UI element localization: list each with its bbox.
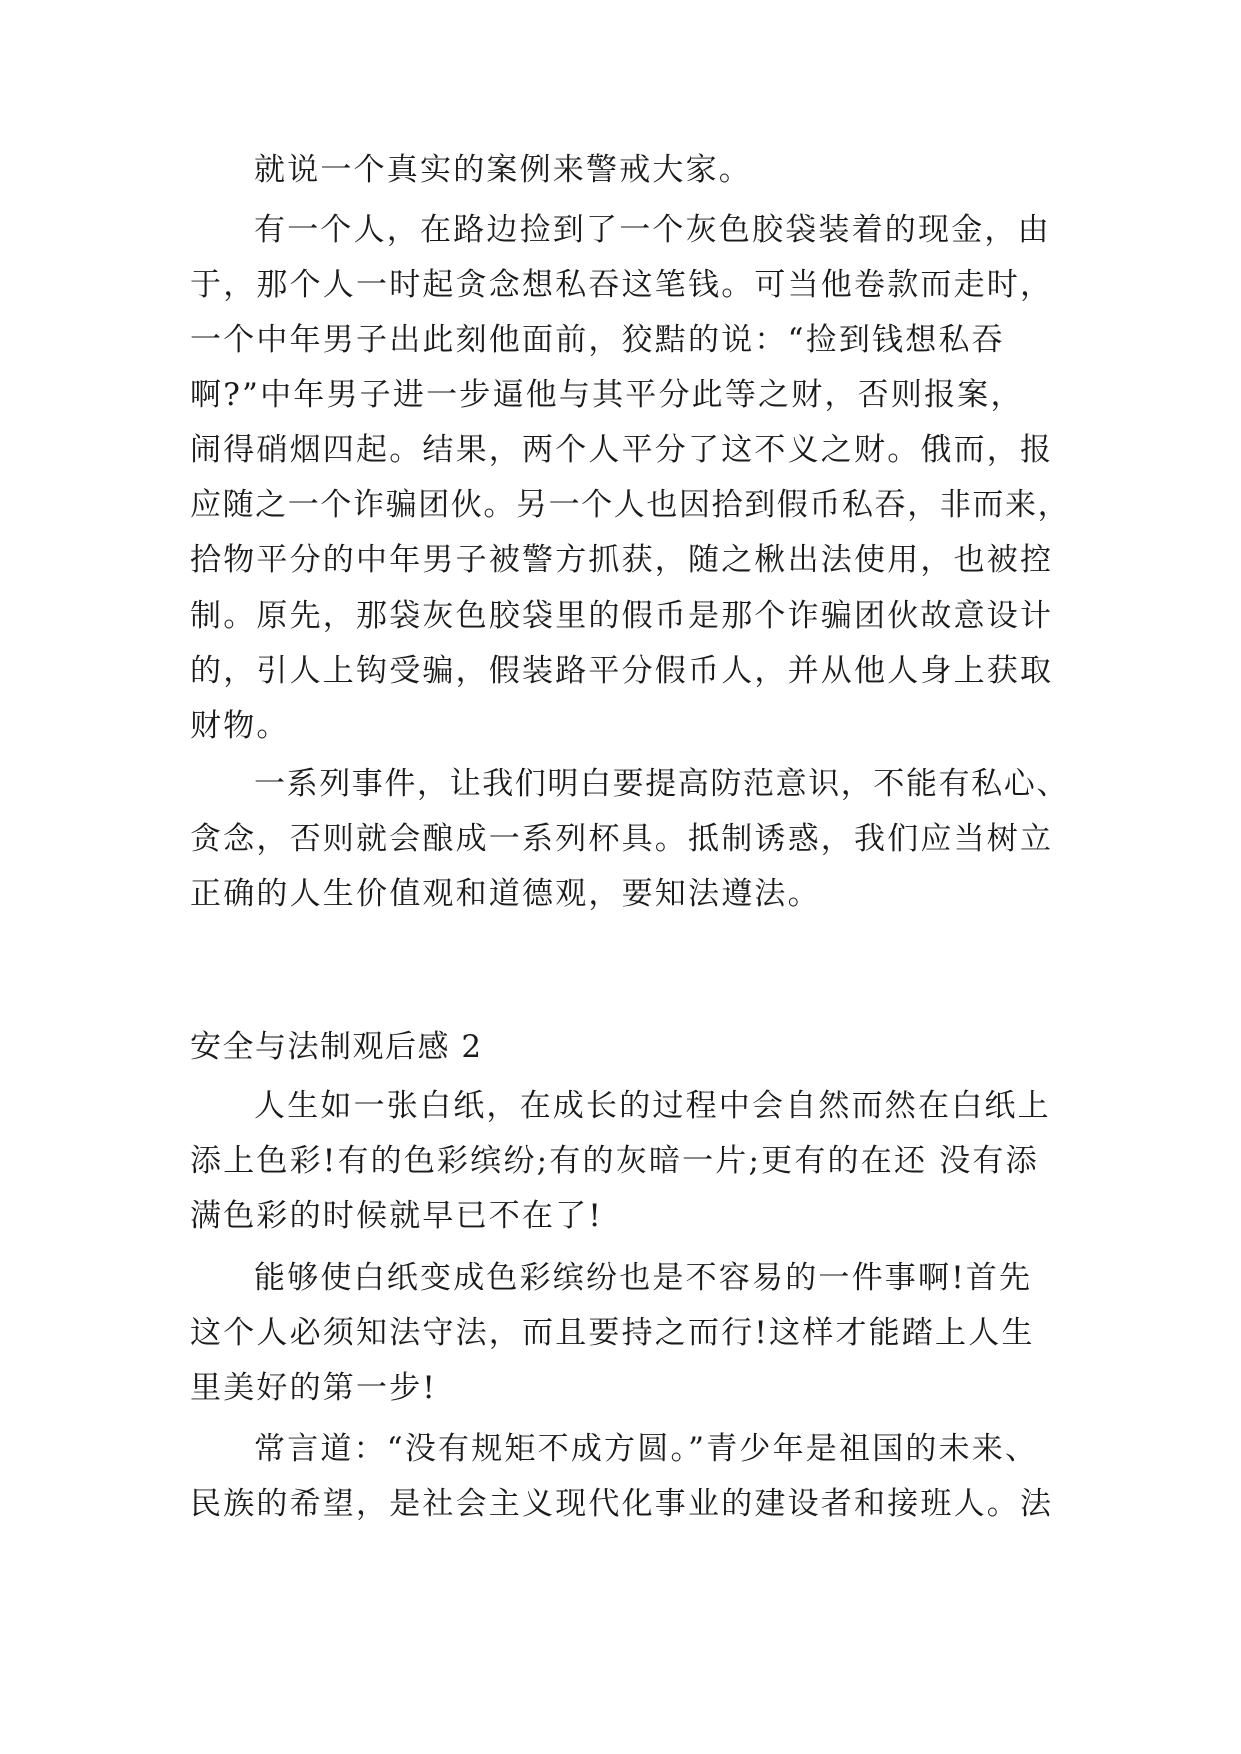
paragraph-line: 这个人必须知法守法，而且要持之而行!这样才能踏上人生 xyxy=(190,1315,1035,1351)
paragraph-line: 人生如一张白纸，在成长的过程中会自然而然在白纸上 xyxy=(254,1088,1051,1124)
paragraph-line: 添上色彩!有的色彩缤纷;有的灰暗一片;更有的在还 没有添 xyxy=(190,1143,1039,1179)
paragraph-line: 的，引人上钩受骗，假装路平分假币人，并从他人身上获取 xyxy=(190,653,1054,689)
paragraph-line: 满色彩的时候就早已不在了! xyxy=(190,1198,604,1234)
paragraph-line: 财物。 xyxy=(190,708,290,744)
paragraph-line: 贪念，否则就会酿成一系列杯具。抵制诱惑，我们应当树立 xyxy=(190,821,1054,857)
paragraph-line: 啊?”中年男子进一步逼他与其平分此等之财，否则报案， xyxy=(190,377,1024,413)
paragraph-line: 闹得硝烟四起。结果，两个人平分了这不义之财。俄而，报 xyxy=(190,432,1054,468)
paragraph-line: 有一个人，在路边捡到了一个灰色胶袋装着的现金，由 xyxy=(254,212,1051,248)
paragraph-line: 于，那个人一时起贪念想私吞这笔钱。可当他卷款而走时， xyxy=(190,267,1054,303)
paragraph-line: 拾物平分的中年男子被警方抓获，随之楸出法使用，也被控 xyxy=(190,542,1054,578)
paragraph-line: 应随之一个诈骗团伙。另一个人也因拾到假币私吞，非而来， xyxy=(190,487,1071,523)
paragraph-line: 民族的希望，是社会主义现代化事业的建设者和接班人。法 xyxy=(190,1486,1054,1522)
paragraph-line: 常言道：“没有规矩不成方圆。”青少年是祖国的未来、 xyxy=(254,1431,1039,1467)
paragraph-line: 里美好的第一步! xyxy=(190,1370,438,1406)
paragraph-line: 制。原先，那袋灰色胶袋里的假币是那个诈骗团伙故意设计 xyxy=(190,598,1054,634)
paragraph-line: 就说一个真实的案例来警戒大家。 xyxy=(254,152,752,188)
section-heading: 安全与法制观后感 2 xyxy=(190,1029,483,1065)
paragraph-line: 正确的人生价值观和道德观，要知法遵法。 xyxy=(190,876,821,912)
paragraph-line: 能够使白纸变成色彩缤纷也是不容易的一件事啊!首先 xyxy=(254,1260,1033,1296)
paragraph-line: 一系列事件，让我们明白要提高防范意识，不能有私心、 xyxy=(254,766,1069,802)
paragraph-line: 一个中年男子出此刻他面前，狡黠的说：“捡到钱想私吞 xyxy=(190,322,1005,358)
